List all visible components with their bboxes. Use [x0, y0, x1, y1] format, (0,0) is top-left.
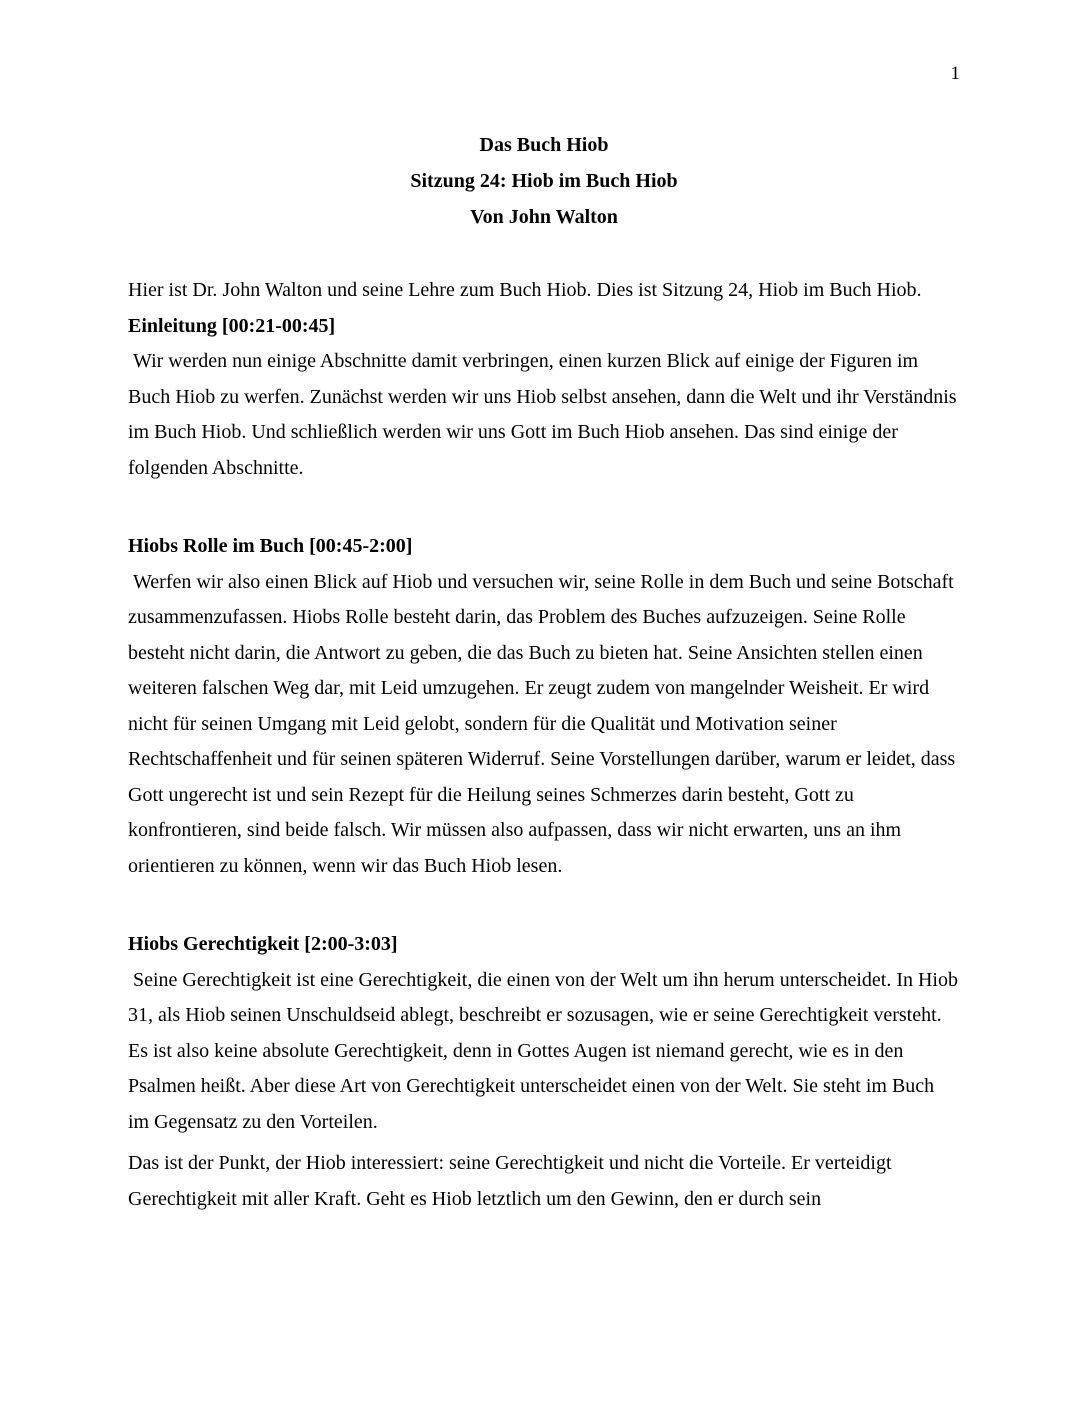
document-header [128, 0, 960, 235]
session-subtitle: Sitzung 24: Hiob im Buch Hiob [410, 170, 678, 192]
paragraph: Das ist der Punkt, der Hiob interessiert: seine Gerechtigkeit und nicht die Vorteile. Er verteidigt Gerechtigkeit mit aller Kraft. Geht es Hiob letztlich um den Gewinn, den er durch sein [128, 1152, 897, 1210]
paragraph: Wir werden nun einige Abschnitte damit verbringen, einen kurzen Blick auf einige der Figuren im Buch Hiob zu werfen. Zunächst werden wir uns Hiob selbst ansehen, dann die Welt und ihr Verständnis im Buch Hiob. Und schließlich werden wir uns Gott im Buch Hiob ansehen. Das sind einige der folgenden Abschnitte. [128, 350, 962, 479]
section-heading: Hiobs Gerechtigkeit [2:00-3:03] [128, 933, 398, 955]
section-einleitung [128, 309, 960, 487]
paragraph: Seine Gerechtigkeit ist eine Gerechtigkeit, die einen von der Welt um ihn herum unterscheidet. In Hiob 31, als Hiob seinen Unschuldseid ablegt, beschreibt er sozusagen, wie er seine Gerechtigkeit versteht. Es ist also keine absolute Gerechtigkeit, denn in Gottes Augen ist niemand gerecht, wie es in den Psalmen heißt. Aber diese Art von Gerechtigkeit unterscheidet einen von der Welt. Sie steht im Buch im Gegensatz zu den Vorteilen. [128, 968, 963, 1133]
author-subtitle: Von John Walton [470, 206, 618, 228]
section-heading: Hiobs Rolle im Buch [00:45-2:00] [128, 535, 413, 557]
intro-paragraph: Hier ist Dr. John Walton und seine Lehre zum Buch Hiob. Dies ist Sitzung 24, Hiob im Buch Hiob. [128, 279, 922, 301]
document-title: Das Buch Hiob [479, 134, 609, 156]
paragraph: Werfen wir also einen Blick auf Hiob und versuchen wir, seine Rolle in dem Buch und seine Botschaft zusammenzufassen. Hiobs Rolle besteht darin, das Problem des Buches aufzuzeigen. Seine Rolle besteht nicht darin, die Antwort zu geben, die das Buch zu bieten hat. Seine Ansichten stellen einen weiteren falschen Weg dar, mit Leid umzugehen. Er zeugt zudem von mangelnder Weisheit. Er wird nicht für seinen Umgang mit Leid gelobt, sondern für die Qualität und Motivation seiner Rechtschaffenheit und für seinen späteren Widerruf. Seine Vorstellungen darüber, warum er leidet, dass Gott ungerecht ist und sein Rezept für die Heilung seines Schmerzes darin besteht, Gott zu konfrontieren, sind beide falsch. Wir müssen also aufpassen, dass wir nicht erwarten, uns an ihm orientieren zu können, wenn wir das Buch Hiob lesen. [128, 570, 961, 877]
page-number: 1 [950, 63, 960, 84]
section-hiobs-gerechtigkeit [128, 927, 963, 1217]
section-hiobs-rolle [128, 529, 960, 884]
section-heading: Einleitung [00:21-00:45] [128, 314, 336, 337]
